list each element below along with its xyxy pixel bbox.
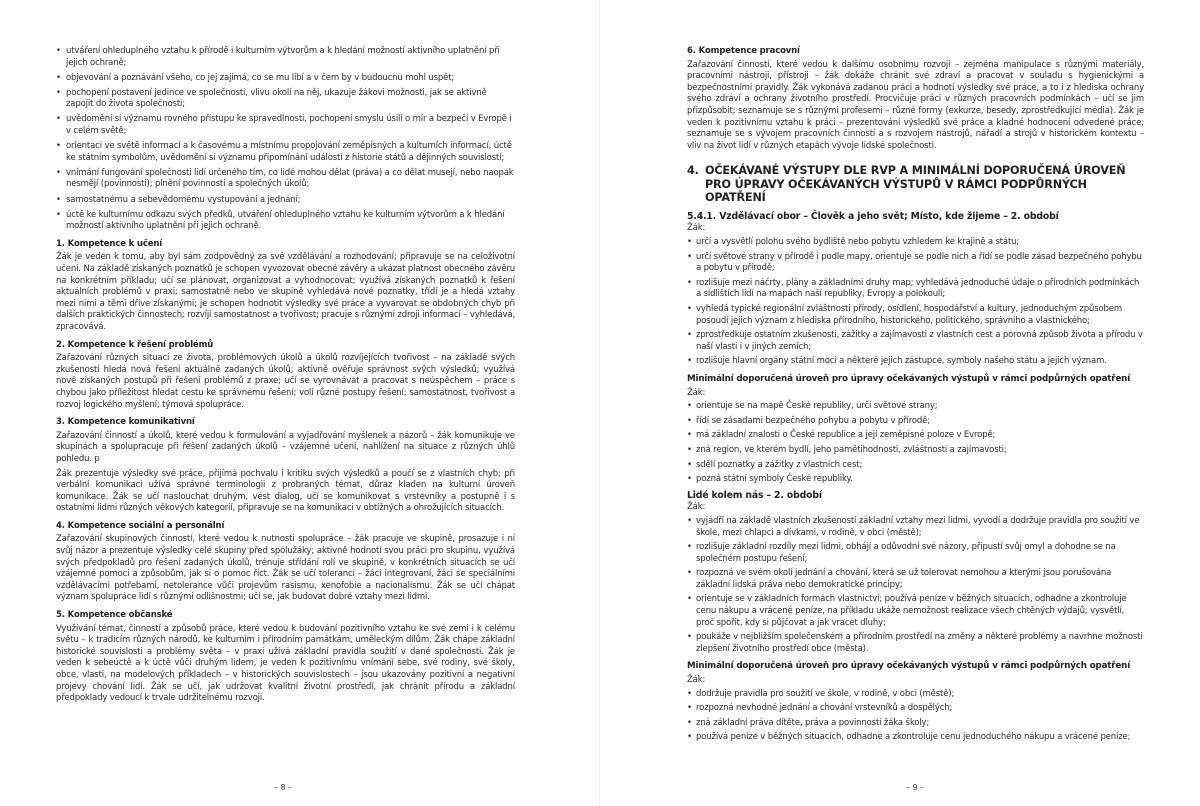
list-item: • rozpozná ve svém okolí jednání a chování, která se už tolerovat nemohou a kterými jsou porušována základní lidská práva nebo demokratické principy;	[687, 568, 1144, 591]
list-item: • používá peníze v běžných situacích, odhadne a zkontroluje cenu jednoduchého nákupu a vrácené peníze;	[687, 732, 1144, 744]
section-heading-kompetence-k-reseni-problemu: 2. Kompetence k řešení problémů	[56, 339, 214, 350]
page-number: – 8 –	[274, 783, 293, 792]
section-paragraph: Žák prezentuje výsledky své práce, přijímá pochvalu i kritiku svých výsledků a poučí se z vlastních chyb; při verbální komunikaci užívá správné terminologii z probraných témat, důraz kladen na kulturní úroveň komunikace. Žák se učí naslouchat druhým, vést dialog, učí se komunikovat s vrstevníky a postupně i s ostatními lidmi různých věkových kategorií, připravuje se na komunikaci v obtížných a ohrožujících situacích.	[56, 468, 515, 514]
section-paragraph: Zařazování různých situací ze života, problémových úkolů a úkolů rozvíjejících tvořivost – na základě svých zkušeností hledá nová řešení aktuálně zadaných úkolů; aktivně ověřuje správnost svých výsledků; využívá nově získaných postupů při řešení problémů z praxe; učí se vyrovnávat a pracovat s neúspěchem – práce s chybou jako příležitost hledat cestu ke správnému řešení; volí různé postupy řešení; samostatnost, tvořivost a rozvoj logického myšlení; týmová spolupráce.	[56, 353, 515, 410]
list-item: • má základní znalosti o České republice a její zeměpisné poloze v Evropě;	[687, 430, 1144, 442]
list-item: • rozlišuje hlavní orgány státní moci a některé jejich zástupce, symboly našeho státu a jejich význam.	[687, 356, 1144, 368]
section-paragraph: Žák je veden k tomu, aby byl sám zodpovědný za své vzdělávání a rozhodování; připravuje se na celoživotní učení. Na základě získaných poznatků je schopen vyvozovat obecné závěry a ukázat platnost obecného závěru na konkrétním příkladu; učí se plánovat, organizovat a vyhodnocovat; využívá získaných poznatků k řešení aktuálních problémů v praxi; samostatně nebo ve skupině vyhledává nové poznatky, třídí je a hledá vztahy mezi nimi a těmi dříve získanými; je schopen hodnotit výsledky své práce a vyvarovat se obdobných chyb při dalších praktických činnostech; rozvíjí samostatnost a tvořivost; pracuje s různými zdroji informací – vyhledává, zpracovává.	[56, 252, 515, 332]
list-item: • zprostředkuje ostatním zkušenosti, zážitky a zajímavosti z vlastních cest a porovná způsob života a přírodu v naší vlasti i v jiných zemích;	[687, 330, 1144, 353]
list-item: • zná region, ve kterém bydlí, jeho pamětihodnosti, zvláštnosti a zajímavosti;	[687, 445, 1144, 457]
section-paragraph: Využívání témat, činností a způsobů práce, které vedou k budování pozitivního vztahu ke své zemi i k celému světu – k tradicím různých národů, ke kulturním i přírodním památkám, uměleckým dílům. Žák chápe základní historické souvislosti a problémy světa – v praxi užívá základní pravidla soužití v dané společnosti. Žák je veden k sebeúctě a k úctě vůči druhým lidem, je veden k pozitivnímu vnímání sebe, své rodiny, své školy, obce, vlasti, na modelových příkladech – v historických souvislostech – jsou ukazovány pozitivní a negativní projevy chování lidí. Žák se učí, jak udržovat kvalitní životní prostředí, jak chránit přírodu a základní předpoklady vedoucí k trvale udržitelnému rozvoji.	[56, 623, 515, 704]
section-heading-kompetence-obcanske: 5. Kompetence občanské	[56, 610, 173, 621]
subheading-lide-kolem-nas: Lidé kolem nás – 2. období	[687, 489, 822, 501]
zak-label: Žák:	[687, 223, 706, 234]
list-item: • dodržuje pravidla pro soužití ve škole, v rodině, v obci (městě);	[687, 689, 1144, 701]
list-item: • uvědomění si významu rovného přístupu ke spravedlnosti, pochopení smyslu úsilí o mír a bezpečí v Evropě i v celém světě;	[56, 114, 515, 137]
section-heading-kompetence-k-uceni: 1. Kompetence k učení	[56, 238, 163, 249]
minimal-outcomes-list	[687, 689, 1144, 744]
main-heading-text: OČEKÁVANÉ VÝSTUPY DLE RVP A MINIMÁLNÍ DOPORUČENÁ ÚROVEŇ PRO ÚPRAVY OČEKÁVANÝCH VÝSTUPŮ V RÁMCI PODPŮRNÝCH OPATŘENÍ	[705, 164, 1126, 205]
section-heading-kompetence-pracovni: 6. Kompetence pracovní	[687, 46, 800, 56]
list-item: • vnímání fungování společnosti lidí určeného tím, co lidé mohou dělat (práva) a co dělat musejí, nebo naopak nesmějí (povinnosti); plnění povinností a společných úkolů;	[56, 168, 515, 191]
minimal-outcomes-list	[687, 401, 1144, 486]
list-item: • samostatnému a sebevědomému vystupování a jednání;	[56, 195, 515, 207]
list-item: • orientuje se na mapě České republiky, určí světové strany;	[687, 401, 1144, 413]
right-page	[600, 0, 1200, 806]
right-page-content	[687, 46, 1144, 747]
list-item: • poukáže v nejbližším společenském a přírodním prostředí na změny a některé problémy a navrhne možnosti zlepšení životního prostředí obce (města).	[687, 632, 1144, 655]
list-item: • úctě ke kulturnímu odkazu svých předků, utváření ohleduplného vztahu ke kulturním výtvorům a k hledání možností aktivního uplatnění při jejich ochraně.	[56, 210, 515, 233]
left-page-content	[56, 46, 515, 708]
minimal-level-heading: Minimální doporučená úroveň pro úpravy očekávaných výstupů v rámci podpůrných opatření	[687, 661, 1131, 672]
zak-label: Žák:	[687, 502, 706, 513]
section-paragraph: Zařazování skupinových činností, které vedou k nutnosti spolupráce – žák pracuje ve skupině, prosazuje i ní svůj názor a prezentuje výsledky celé skupiny před spolužáky; aktivně hodnotí svou práci pro skupinu, využívá svých předpokladů pro řešení zadaných úkolů, trénuje střídání rolí ve skupině, v konkrétních situacích se učí vzájemné pomoci a způsobům, jak si o pomoc říct. Žák se učí toleranci – žáci integrovaní, žáci se speciálními vzdělávacími potřebami, netolerance vůči projevům rasismu, xenofobie a nacionalismu. Žák se učí chápat význam spolupráce lidí s různými odlišnostmi; učí se, jak budovat dobré vztahy mezi lidmi.	[56, 534, 515, 603]
list-item: • orientuje se v základních formách vlastnictví; používá peníze v běžných situacích, odhadne a zkontroluje cenu nákupu a vrácené peníze, na příkladu ukáže nemožnost realizace všech chtěných výdajů; vysvětlí, proč spořit, kdy si půjčovat a jak vracet dluhy;	[687, 594, 1144, 629]
list-item: • sdělí poznatky a zážitky z vlastních cest;	[687, 460, 1144, 472]
list-item: • rozlišuje mezi náčrty, plány a základními druhy map; vyhledává jednoduché údaje o přírodních podmínkách a sídlištích lidí na mapách naší republiky, Evropy a polokoulí;	[687, 278, 1144, 301]
zak-label: Žák:	[687, 675, 706, 686]
subheading-misto-kde-zijeme: 5.4.1. Vzdělávací obor – Člověk a jeho svět; Místo, kde žijeme – 2. období	[687, 210, 1059, 222]
list-item: • utváření ohleduplného vztahu k přírodě i kulturním výtvorům a k hledání možností aktivního uplatnění při jejich ochraně;	[56, 46, 515, 69]
list-item: • vyhledá typické regionální zvláštnosti přírody, osídlení, hospodářství a kultury, jednoduchým způsobem posoudí jejich význam z hlediska přírodního, historického, politického, správního a vlastnického;	[687, 304, 1144, 327]
list-item: • pochopení postavení jedince ve společnosti, vlivu okolí na něj, ukazuje žákovi možnosti, jak se aktivně zapojit do života společnosti;	[56, 88, 515, 111]
list-item: • rozlišuje základní rozdíly mezi lidmi, obhájí a odůvodní své názory, připustí svůj omyl a dohodne se na společném postupu řešení;	[687, 542, 1144, 565]
page-number: – 9 –	[906, 783, 925, 792]
section-paragraph: Zařazování činností a úkolů, které vedou k formulování a vyjadřování myšlenek a názorů – žák komunikuje ve skupinách a spolupracuje při řešení zadaných úkolů – vzájemné učení, nahlížení na situace z různých úhlů pohledu. p	[56, 430, 515, 464]
main-heading	[687, 164, 1144, 205]
expected-outcomes-list	[687, 516, 1144, 656]
list-item: • objevování a poznávání všeho, co jej zajímá, co se mu líbí a v čem by v budoucnu mohl uspět;	[56, 73, 515, 85]
list-item: • vyjádří na základě vlastních zkušeností základní vztahy mezi lidmi, vyvodí a dodržuje pravidla pro soužití ve škole, mezi chlapci a dívkami, v rodině, v obci (městě);	[687, 516, 1144, 539]
section-heading-kompetence-socialni-a-personalni: 4. Kompetence sociální a personální	[56, 520, 225, 531]
section-heading-kompetence-komunikativni: 3. Kompetence komunikativní	[56, 417, 195, 428]
list-item: • určí světové strany v přírodě i podle mapy, orientuje se podle nich a řídí se podle zásad bezpečného pohybu a pobytu v přírodě;	[687, 252, 1144, 275]
zak-label: Žák:	[687, 387, 706, 398]
section-paragraph: Zařazování činností, které vedou k dalšímu osobnímu rozvoji – zejména manipulace s různými materiály, pracovními nástroji, přístroji – žák dokáže chránit své zdraví a pracovat v souladu s hygienickými a bezpečnostními pravidly. Žák vykonává zadanou práci a hodnotí výsledky své práce, a to i z hlediska ochrany svého zdraví a ochrany životního prostředí. Procvičuje práci v různých pracovních podmínkách – učí se jim přizpůsobit; seznamuje se s různými profesemi – různé formy (exkurze, besedy, zprostředkující média). Žák je veden k pozitivnímu vztahu k práci – prezentování výsledků své práce a kladné hodnocení odvedené práce; seznamuje se s vývojem pracovních činností a s rozvojem nástrojů, nářadí a strojů v historickém kontextu – vliv na život lidí v různých etapách vývoje lidské společnosti.	[687, 59, 1144, 151]
intro-bullet-list	[56, 46, 515, 233]
expected-outcomes-list	[687, 237, 1144, 368]
list-item: • řídí se zásadami bezpečného pohybu a pobytu v přírodě;	[687, 416, 1144, 428]
list-item: • pozná státní symboly České republiky.	[687, 474, 1144, 486]
main-heading-number: 4.	[687, 164, 699, 178]
minimal-level-heading: Minimální doporučená úroveň pro úpravy očekávaných výstupů v rámci podpůrných opatření	[687, 373, 1131, 384]
list-item: • orientaci ve světě informací a k časovému a místnímu propojování zeměpisných a kulturních informací, úctě ke státním symbolům, uvědomění si významu připomínání událostí z historie států a dějinných souvislostí;	[56, 141, 515, 164]
list-item: • určí a vysvětlí polohu svého bydliště nebo pobytu vzhledem ke krajině a státu;	[687, 237, 1144, 249]
list-item: • zná základní práva dítěte, práva a povinnosti žáka školy;	[687, 718, 1144, 730]
list-item: • rozpozná nevhodné jednání a chování vrstevníků a dospělých;	[687, 703, 1144, 715]
